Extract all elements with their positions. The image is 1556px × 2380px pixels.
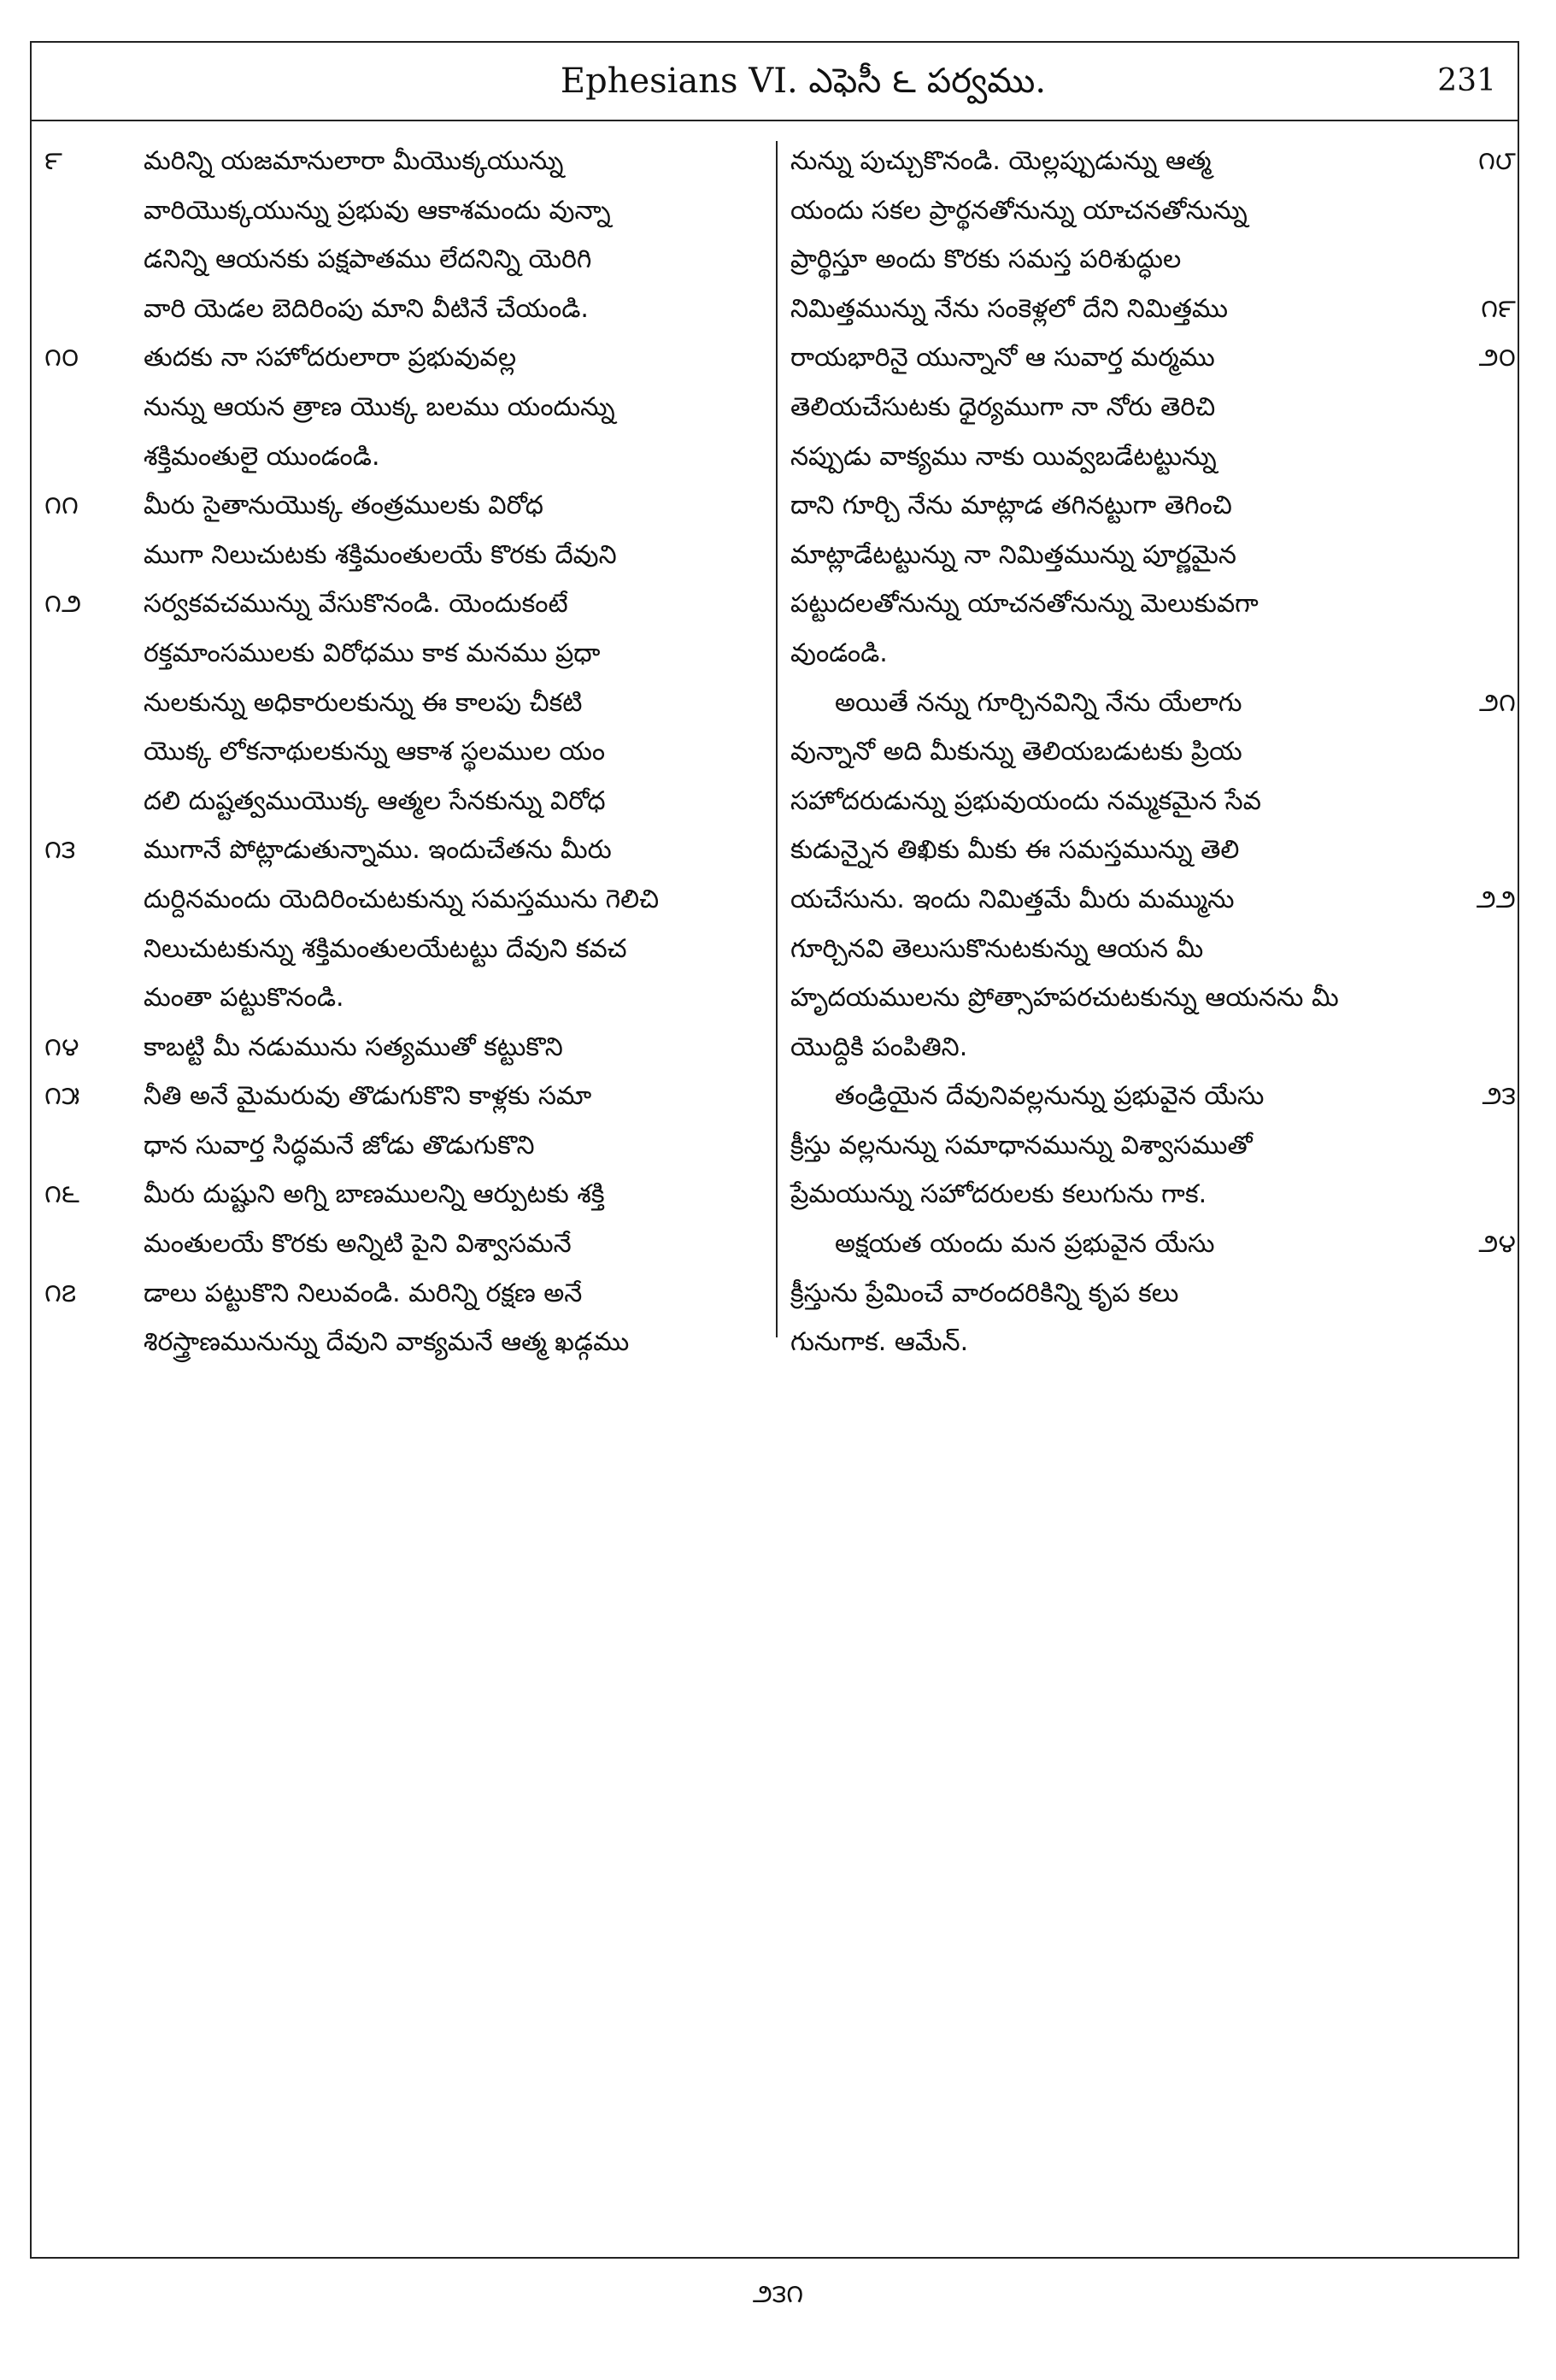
line-text: రక్తమాంసములకు విరోధము కాక మనము ప్రధా <box>144 638 601 668</box>
text-line <box>782 875 1521 925</box>
line-text: ముగా నిలుచుటకు శక్తిమంతులయే కొరకు దేవుని <box>144 539 617 570</box>
line-text: హృదయములను ప్రోత్సాహపరచుటకున్ను ఆయనను మీ <box>790 983 1339 1014</box>
text-line <box>782 727 1521 777</box>
line-text: క్రీస్తును ప్రేమించే వారందరికిన్ని కృప కలు <box>790 1278 1179 1308</box>
text-line <box>34 235 769 285</box>
verse-number: ౧౦ <box>44 343 79 373</box>
line-text: యందు సకల ప్రార్థనతోనున్ను యాచనతోనున్ను <box>790 195 1248 226</box>
text-line <box>34 629 769 679</box>
line-text: యొక్క లోకనాథులకున్ను ఆకాశ స్థలముల యం <box>144 737 606 767</box>
verse-number: ౨౩ <box>1482 1081 1516 1112</box>
line-text: యొద్దికి పంపితిని. <box>790 1031 968 1062</box>
text-line <box>782 973 1521 1023</box>
line-text: మాట్లాడేటట్టున్ను నా నిమిత్తమున్ను పూర్ణమైన <box>790 539 1236 570</box>
text-line <box>782 1318 1521 1367</box>
page-title: Ephesians VI. ఎఫెసీ ౬ పర్వము. <box>560 62 1047 101</box>
verse-number: ౨౪ <box>1478 1229 1516 1260</box>
text-line <box>34 137 769 186</box>
footer-page-number: ౨౩౧ <box>752 2279 804 2309</box>
text-line <box>34 1170 769 1219</box>
text-line <box>782 1269 1521 1319</box>
line-text: పట్టుదలతోనున్ను యాచనతోనున్ను మెలుకువగా <box>790 589 1259 620</box>
text-line <box>782 1023 1521 1072</box>
text-line <box>34 186 769 236</box>
left-column <box>34 137 769 1367</box>
line-text: గునుగాక. ఆమేన్. <box>790 1327 969 1358</box>
text-line <box>34 925 769 974</box>
line-text: మీరు సైతానుయొక్క తంత్రములకు విరోధ <box>144 491 543 521</box>
text-line <box>34 432 769 482</box>
verse-number: ౧౧ <box>44 491 79 521</box>
line-text: నున్ను పుచ్చుకొనండి. యెల్లప్పుడున్ను ఆత్మ <box>790 146 1212 176</box>
text-line <box>34 1121 769 1171</box>
text-line <box>782 1072 1521 1121</box>
line-text: నున్ను ఆయన త్రాణ యొక్క బలము యందున్ను <box>144 391 615 422</box>
line-text: దుర్దినమందు యెదిరించుటకున్ను సమస్తమును గెలిచి <box>144 884 660 914</box>
verse-number: ౨౦ <box>1478 343 1516 373</box>
line-text: మీరు దుష్టుని అగ్ని బాణములన్ని ఆర్పుటకు శక్తి <box>144 1179 605 1210</box>
line-text: మంతులయే కొరకు అన్నిటి పైని విశ్వాసమనే <box>144 1229 572 1260</box>
text-line <box>34 679 769 728</box>
verse-number: ౯ <box>44 146 62 176</box>
text-line <box>782 333 1521 383</box>
line-text: నప్పుడు వాక్యము నాకు యివ్వబడేటట్టున్ను <box>790 441 1217 472</box>
text-line <box>34 579 769 629</box>
line-text: సర్వకవచమున్ను వేసుకొనండి. యెందుకంటే <box>144 589 568 620</box>
verse-number: ౨౧ <box>1478 687 1516 718</box>
right-column <box>782 137 1521 1367</box>
text-line <box>782 579 1521 629</box>
text-line <box>34 383 769 432</box>
text-line <box>782 186 1521 236</box>
verse-number: ౧౬ <box>44 1179 79 1210</box>
text-line <box>34 1318 769 1367</box>
text-line <box>782 235 1521 285</box>
line-text: సహోదరుడున్ను ప్రభువుయందు నమ్మకమైన సేవ <box>790 785 1261 816</box>
line-text: వారి యెడల బెదిరింపు మాని వీటినే చేయండి. <box>144 293 589 324</box>
text-line <box>34 1219 769 1269</box>
text-line <box>34 481 769 531</box>
line-text: దలి దుష్టత్వముయొక్క ఆత్మల సేనకున్ను విరోధ <box>144 785 606 816</box>
verse-number: ౧౪ <box>44 1031 79 1062</box>
text-line <box>34 973 769 1023</box>
line-text: వున్నానో అది మీకున్ను తెలియబడుటకు ప్రియ <box>790 737 1242 767</box>
text-line <box>34 727 769 777</box>
text-line <box>34 333 769 383</box>
line-text: దాని గూర్చి నేను మాట్లాడ తగినట్టుగా తెగించి <box>790 491 1232 521</box>
text-line <box>782 925 1521 974</box>
line-text: తెలియచేసుటకు ధైర్యముగా నా నోరు తెరిచి <box>790 391 1216 422</box>
text-line <box>782 1170 1521 1219</box>
verse-number: ౧౫ <box>44 1081 80 1112</box>
line-text: కాబట్టి మీ నడుమును సత్యముతో కట్టుకొని <box>144 1031 563 1062</box>
text-line <box>34 1023 769 1072</box>
line-text: వుండండి. <box>790 638 888 668</box>
text-line <box>782 777 1521 826</box>
line-text: క్రీస్తు వల్లనున్ను సమాధానమున్ను విశ్వాసముతో <box>790 1130 1253 1161</box>
line-text: తుదకు నా సహోదరులారా ప్రభువువల్ల <box>144 343 517 373</box>
page-number: 231 <box>1437 63 1496 98</box>
column-divider <box>776 141 778 1337</box>
text-line <box>782 531 1521 580</box>
line-text: కుడున్నైన తిఖికు మీకు ఈ సమస్తమున్ను తెలి <box>790 835 1240 866</box>
verse-number: ౧౭ <box>44 1278 77 1308</box>
line-text: మరిన్ని యజమానులారా మీయొక్కయున్ను <box>144 146 564 176</box>
line-text: యచేసును. ఇందు నిమిత్తమే మీరు మమ్మును <box>790 884 1235 914</box>
text-line <box>782 629 1521 679</box>
text-line <box>782 285 1521 334</box>
verse-number: ౨౨ <box>1476 884 1516 914</box>
text-line <box>782 481 1521 531</box>
line-text: శక్తిమంతులై యుండండి. <box>144 441 380 472</box>
text-line <box>782 826 1521 875</box>
line-text: ప్రేమయున్ను సహోదరులకు కలుగును గాక. <box>790 1179 1207 1210</box>
text-line <box>34 777 769 826</box>
verse-number: ౧౯ <box>1481 293 1516 324</box>
line-text: డనిన్ని ఆయనకు పక్షపాతము లేదనిన్ని యెరిగి <box>144 244 592 275</box>
text-line <box>34 875 769 925</box>
verse-number: ౧౨ <box>44 589 82 620</box>
line-text: ధాన సువార్త సిద్ధమనే జోడు తొడుగుకొని <box>144 1130 535 1161</box>
header-rule <box>30 120 1519 121</box>
line-text: రాయభారినై యున్నానో ఆ సువార్త మర్మము <box>790 343 1215 373</box>
text-line <box>782 137 1521 186</box>
text-line <box>34 1269 769 1319</box>
text-line <box>34 826 769 875</box>
line-text: నిమిత్తమున్ను నేను సంకెళ్లలో దేని నిమిత్తము <box>790 293 1229 324</box>
line-text: ముగానే పోట్లాడుతున్నాము. ఇందుచేతను మీరు <box>144 835 612 866</box>
line-text: అక్షయత యందు మన ప్రభువైన యేసు <box>835 1229 1215 1260</box>
line-text: నీతి అనే మైమరువు తొడుగుకొని కాళ్లకు సమా <box>144 1081 592 1112</box>
line-text: మంతా పట్టుకొనండి. <box>144 983 344 1014</box>
text-line <box>782 1219 1521 1269</box>
text-line <box>782 679 1521 728</box>
verse-number: ౧౩ <box>44 835 76 866</box>
verse-number: ౧౮ <box>1477 146 1516 176</box>
line-text: అయితే నన్ను గూర్చినవిన్ని నేను యేలాగు <box>835 687 1242 718</box>
text-line <box>782 383 1521 432</box>
text-line <box>782 432 1521 482</box>
line-text: ప్రార్థిస్తూ అందు కొరకు సమస్త పరిశుద్ధుల <box>790 244 1182 275</box>
text-line <box>34 285 769 334</box>
line-text: గూర్చినవి తెలుసుకొనుటకున్ను ఆయన మీ <box>790 933 1204 964</box>
line-text: డాలు పట్టుకొని నిలువండి. మరిన్ని రక్షణ అనే <box>144 1278 583 1308</box>
text-line <box>34 1072 769 1121</box>
line-text: శిరస్త్రాణమునున్ను దేవుని వాక్యమనే ఆత్మ ఖడ్గము <box>144 1327 630 1358</box>
line-text: తండ్రియైన దేవునివల్లనున్ను ప్రభువైన యేసు <box>835 1081 1265 1112</box>
text-line <box>782 1121 1521 1171</box>
line-text: నిలుచుటకున్ను శక్తిమంతులయేటట్టు దేవుని కవచ <box>144 933 627 964</box>
line-text: నులకున్ను అధికారులకున్ను ఈ కాలపు చీకటి <box>144 687 583 718</box>
text-line <box>34 531 769 580</box>
line-text: వారియొక్కయున్ను ప్రభువు ఆకాశమందు వున్నా <box>144 195 611 226</box>
